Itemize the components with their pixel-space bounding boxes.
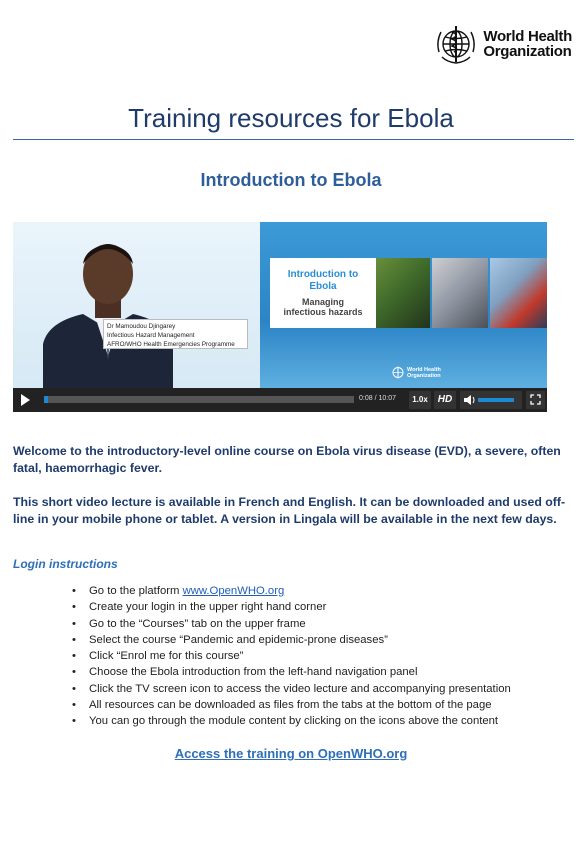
step-text: Select the course “Pandemic and epidemic-prone diseases” — [89, 633, 388, 646]
slide-photo-workers — [376, 258, 430, 328]
time-display: 0:08 / 10:07 — [359, 395, 396, 402]
presenter-figure — [43, 234, 173, 388]
step-text: You can go through the module content by clicking on the icons above the content — [89, 715, 499, 728]
hd-button[interactable]: HD — [434, 391, 456, 409]
who-emblem-icon — [433, 22, 479, 66]
speed-button[interactable]: 1.0x — [409, 391, 431, 409]
bullet-icon: • — [72, 682, 76, 695]
slide-logo-line2: Organization — [407, 372, 441, 379]
openwho-link[interactable]: www.OpenWHO.org — [182, 585, 285, 597]
play-icon[interactable] — [21, 394, 30, 406]
bullet-icon: • — [72, 617, 76, 630]
logo-text-line2: Organization — [483, 43, 572, 60]
logo-text-line1: World Health — [483, 28, 572, 45]
volume-slider[interactable] — [478, 398, 514, 402]
caption-line: Infectious Hazard Management — [107, 332, 195, 339]
slide-subtitle-line2: infectious hazards — [283, 307, 363, 317]
bullet-icon: • — [72, 699, 76, 712]
slide-photo-protective-suit — [432, 258, 488, 328]
progress-fill — [44, 396, 48, 403]
video-player[interactable] — [13, 222, 547, 412]
slide-who-logo — [391, 366, 441, 379]
slide-who-emblem-icon — [391, 366, 405, 379]
section-title: Introduction to Ebola — [200, 170, 382, 190]
list-item — [72, 599, 511, 615]
step-text: Click “Enrol me for this course” — [89, 650, 244, 663]
bullet-icon: • — [72, 666, 76, 679]
list-item — [72, 616, 511, 632]
login-steps-list — [72, 583, 511, 730]
page-title: Training resources for Ebola — [128, 103, 454, 133]
bullet-icon: • — [72, 585, 76, 597]
login-heading: Login instructions — [13, 557, 118, 571]
bullet-icon: • — [72, 650, 76, 663]
list-item — [72, 664, 511, 680]
list-item — [72, 632, 511, 648]
access-training-link[interactable]: Access the training on OpenWHO.org — [174, 746, 408, 761]
presenter-caption — [103, 319, 248, 349]
welcome-paragraph: Welcome to the introductory-level online course on Ebola virus disease (EVD), a severe, often fatal, haemorrhagic fever. — [13, 444, 561, 475]
fullscreen-button[interactable] — [526, 391, 545, 409]
list-item — [72, 583, 511, 599]
slide-logo-line1: World Health — [407, 366, 441, 373]
slide-title-card — [270, 258, 376, 328]
volume-icon[interactable] — [463, 394, 477, 406]
step-text: Go to the platform — [89, 585, 183, 597]
slide-subtitle-line1: Managing — [302, 297, 344, 307]
fullscreen-icon — [530, 394, 541, 405]
step-text: All resources can be downloaded as files from the tabs at the bottom of the page — [89, 699, 492, 712]
availability-paragraph: This short video lecture is available in French and English. It can be downloaded and used off-line in your mobile phone or tablet. A version in Lingala will be available in the next few days. — [13, 495, 566, 526]
caption-line: AFRO/WHO Health Emergencies Programme — [107, 341, 235, 348]
step-text: Click the TV screen icon to access the video lecture and accompanying presentation — [89, 682, 511, 695]
progress-bar[interactable] — [44, 396, 354, 403]
title-divider — [13, 139, 574, 140]
player-controls — [13, 388, 547, 412]
volume-control[interactable] — [460, 391, 522, 409]
list-item — [72, 648, 511, 664]
bullet-icon: • — [72, 633, 76, 646]
slide-title-line1: Introduction to — [287, 269, 359, 280]
slide-title-line2: Ebola — [309, 281, 337, 292]
video-presenter-panel — [13, 222, 260, 388]
who-logo — [433, 22, 572, 66]
list-item — [72, 713, 511, 729]
step-text: Choose the Ebola introduction from the left-hand navigation panel — [89, 666, 418, 679]
step-text: Go to the “Courses” tab on the upper frame — [89, 617, 306, 630]
bullet-icon: • — [72, 601, 76, 614]
slide-photo-health-staff — [490, 258, 547, 328]
step-text: Create your login in the upper right hand corner — [89, 601, 327, 614]
caption-line: Dr Mamoudou Djingarey — [107, 323, 176, 330]
list-item — [72, 697, 511, 713]
bullet-icon: • — [72, 715, 76, 728]
list-item — [72, 681, 511, 697]
